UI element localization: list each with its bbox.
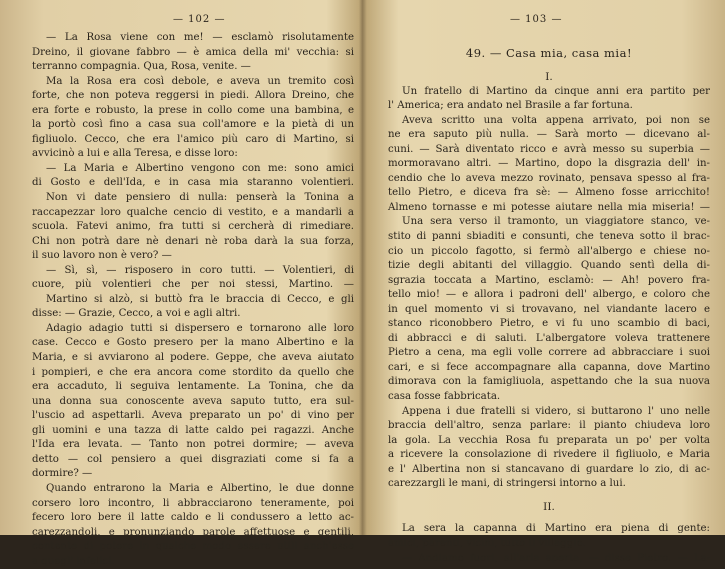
text-line: la portò così fino a casa sua coll'amore e la pietà di un	[32, 119, 354, 131]
page-number: — 103 —	[510, 14, 563, 25]
text-line: stanco riconobbero Pietro, e vi fu uno scambio di baci,	[388, 318, 710, 330]
text-line: era accaduto, li seguiva lentamente. La Tonina, che da	[32, 381, 354, 393]
text-line: cari, e si fece accompagnare alla capanna, dove Martino	[388, 361, 710, 373]
text-line: sgrazia toccata a Martino, esclamò: — Ah! povero fra-	[388, 274, 710, 286]
left-page	[0, 0, 362, 567]
text-line: La sera la capanna di Martino era piena di gente:	[402, 523, 710, 535]
text-line: stito di panni sbiaditi e consunti, che teneva sotto il brac-	[388, 231, 710, 243]
text-line: tello mio! — e allora i padroni dell' albergo, e coloro che	[388, 289, 710, 301]
text-line: Chi non potrà dare nè denari nè roba darà la sua forza,	[32, 235, 354, 247]
text-line: ne era saputo più nulla. — Sarà morto — dicevano al-	[388, 129, 710, 141]
text-line: di abbracci e di saluti. L'albergatore voleva trattenere	[388, 332, 710, 344]
text-line: avvicinò a lui e alla Teresa, e disse loro:	[32, 148, 238, 160]
text-line: l'uscio ad aspettarli. Aveva preparato un po' di vino per	[32, 410, 354, 422]
text-line: cendio che lo aveva mezzo rovinato, pensava spesso al fra-	[388, 172, 710, 184]
text-line: una donna sua conoscente aveva saputo tutto, era sul-	[32, 395, 354, 407]
text-line: Dreino, il giovane fabbro — è amica della mi' vecchia: si	[32, 46, 354, 58]
text-line: disse: — Grazie, Cecco, a voi e agli altri.	[32, 308, 241, 320]
text-line: e l' Albertina non si stancavano di guardare lo zio, di ac-	[388, 463, 710, 475]
text-line: tizie degli abitanti del villaggio. Quando sentì della di-	[388, 260, 710, 272]
text-line: case. Cecco e Gosto presero per la mano Albertino e la	[32, 337, 354, 349]
text-line: Ma la Rosa era così debole, e aveva un tremito così	[46, 75, 354, 87]
text-line: forte, che non poteva reggersi in piedi. Allora Dreino, che	[32, 90, 354, 102]
text-line: casa fosse fabbricata.	[388, 391, 501, 403]
text-line: gli uomini e una tazza di latte caldo pei ragazzi. Anche	[32, 424, 354, 436]
text-line: Adagio adagio tutti si dispersero e tornarono alle loro	[46, 322, 354, 334]
right-page	[364, 0, 725, 564]
text-line: raccapezzar loro qualche cencio di vestito, e a mandarli a	[32, 206, 354, 218]
text-line: dimorava con la famigliuola, aspettando che la sua nuova	[388, 376, 710, 388]
text-line: in quel momento vi si trovavano, nel viandante lacero e	[388, 303, 710, 315]
text-line: carezzandoli, e pronunziando parole affettuose e gentili,	[32, 526, 354, 538]
text-line: detto — col pensiero a quei disgraziati come si fa a	[32, 453, 354, 465]
section-text	[388, 522, 710, 566]
text-line: la gola. La vecchia Rosa fu preparata un po' per volta	[388, 434, 710, 446]
text-line: cuni. — Sarà diventato ricco e avrà messo su superbia —	[388, 143, 710, 155]
text-line: di Gosto e dell'Ida, e in casa mia staranno volentieri.	[32, 177, 354, 189]
text-line: figliuolo. Cecco, che era l'amico più caro di Martino, si	[32, 133, 354, 145]
section-text	[388, 85, 710, 492]
text-line: a ricevere la consolazione di rivedere il figliuolo, e Maria	[388, 449, 710, 461]
text-line: a quegl' infelici.	[32, 555, 115, 567]
text-line: l'Ida era levata. — Tanto non potrei dormire; — aveva	[32, 439, 354, 451]
text-line: Non vi date pensiero di nulla: penserà la Tonina a	[46, 192, 354, 204]
text-line: Appena i due fratelli si videro, si buttarono l' uno nelle	[402, 405, 710, 417]
text-line: fecero loro bere il latte caldo e li condussero a letto ac-	[32, 512, 354, 524]
text-line: il suo lavoro non è vero? —	[32, 250, 172, 262]
text-line: — Andiamo fuori, all'aria aperta, — disse Pietro. — La-	[402, 552, 710, 564]
text-line: tello Pietro, e diceva fra sè: — Almeno fosse arricchito!	[388, 187, 710, 199]
text-line: scuola. Fatevi animo, fra tutti si cercherà di rimediare.	[32, 221, 354, 233]
text-line: carezzargli le mani, di stringersi intorno a lui.	[388, 478, 626, 490]
section-heading: II.	[543, 500, 555, 513]
text-line: — Sì, sì, — risposero in coro tutti. — Volentieri, di	[46, 264, 354, 276]
text-line: i pompieri, e che era ancora come stordito da quello che	[32, 366, 354, 378]
chapter-title: 49. — Casa mia, casa mia!	[465, 46, 633, 60]
text-line: Un fratello di Martino da cinque anni era partito per	[402, 85, 710, 97]
section-heading: I.	[545, 71, 553, 83]
text-line: — La Maria e Albertino vengono con me: sono amici	[46, 162, 354, 174]
text-line: Martino si alzò, si buttò fra le braccia di Cecco, e gli	[46, 293, 354, 305]
text-line: terranno compagnia. Qua, Rosa, venite. —	[32, 61, 251, 73]
text-line: mormoravano altri. — Martino, dopo la disgrazia dell' in-	[388, 158, 710, 170]
text-line: corsero loro incontro, li abbracciarono teneramente, poi	[32, 497, 354, 509]
text-line: dormire? —	[32, 468, 93, 480]
text-line: Aveva scritto una volta appena arrivato, poi non se	[402, 114, 710, 126]
text-line: cuore, più volentieri che per noi stessi, Martino. —	[32, 279, 354, 291]
page-body-text	[388, 44, 710, 566]
text-line: braccia dell'altro, senza parlare: il pianto chiudeva loro	[388, 420, 710, 432]
text-line: Maria, e si avviarono al podere. Geppe, che aveva aiutato	[32, 352, 354, 364]
page-body-text	[32, 31, 354, 569]
text-line: — La Rosa viene con me! — esclamò risolutamente	[46, 32, 354, 43]
text-line: Almeno tornasse e mi potesse aiutare nella mia miseria! —	[388, 201, 710, 213]
text-line: era forte e robusto, la prese in collo come una bambina, e	[32, 104, 354, 116]
text-line: cio un piccolo fagotto, si fermò all'albergo e chiese no-	[388, 245, 710, 257]
text-line: Pietro a cena, ma egli volle correre ad abbracciare i suoi	[388, 347, 710, 359]
text-line: Una sera verso il tramonto, un viaggiatore stanco, ve-	[402, 216, 710, 228]
page-number: — 102 —	[173, 14, 226, 25]
text-line: l' America; era andato nel Brasile a far fortuna.	[388, 100, 633, 112]
text-line: amici, parenti, vicini, tutto il villaggio.	[388, 537, 586, 549]
text-line: Quando entrarono la Maria e Albertino, le due donne	[46, 482, 354, 494]
text-line: contente di potere in qualche modo essere utili anch'esse	[32, 541, 354, 553]
